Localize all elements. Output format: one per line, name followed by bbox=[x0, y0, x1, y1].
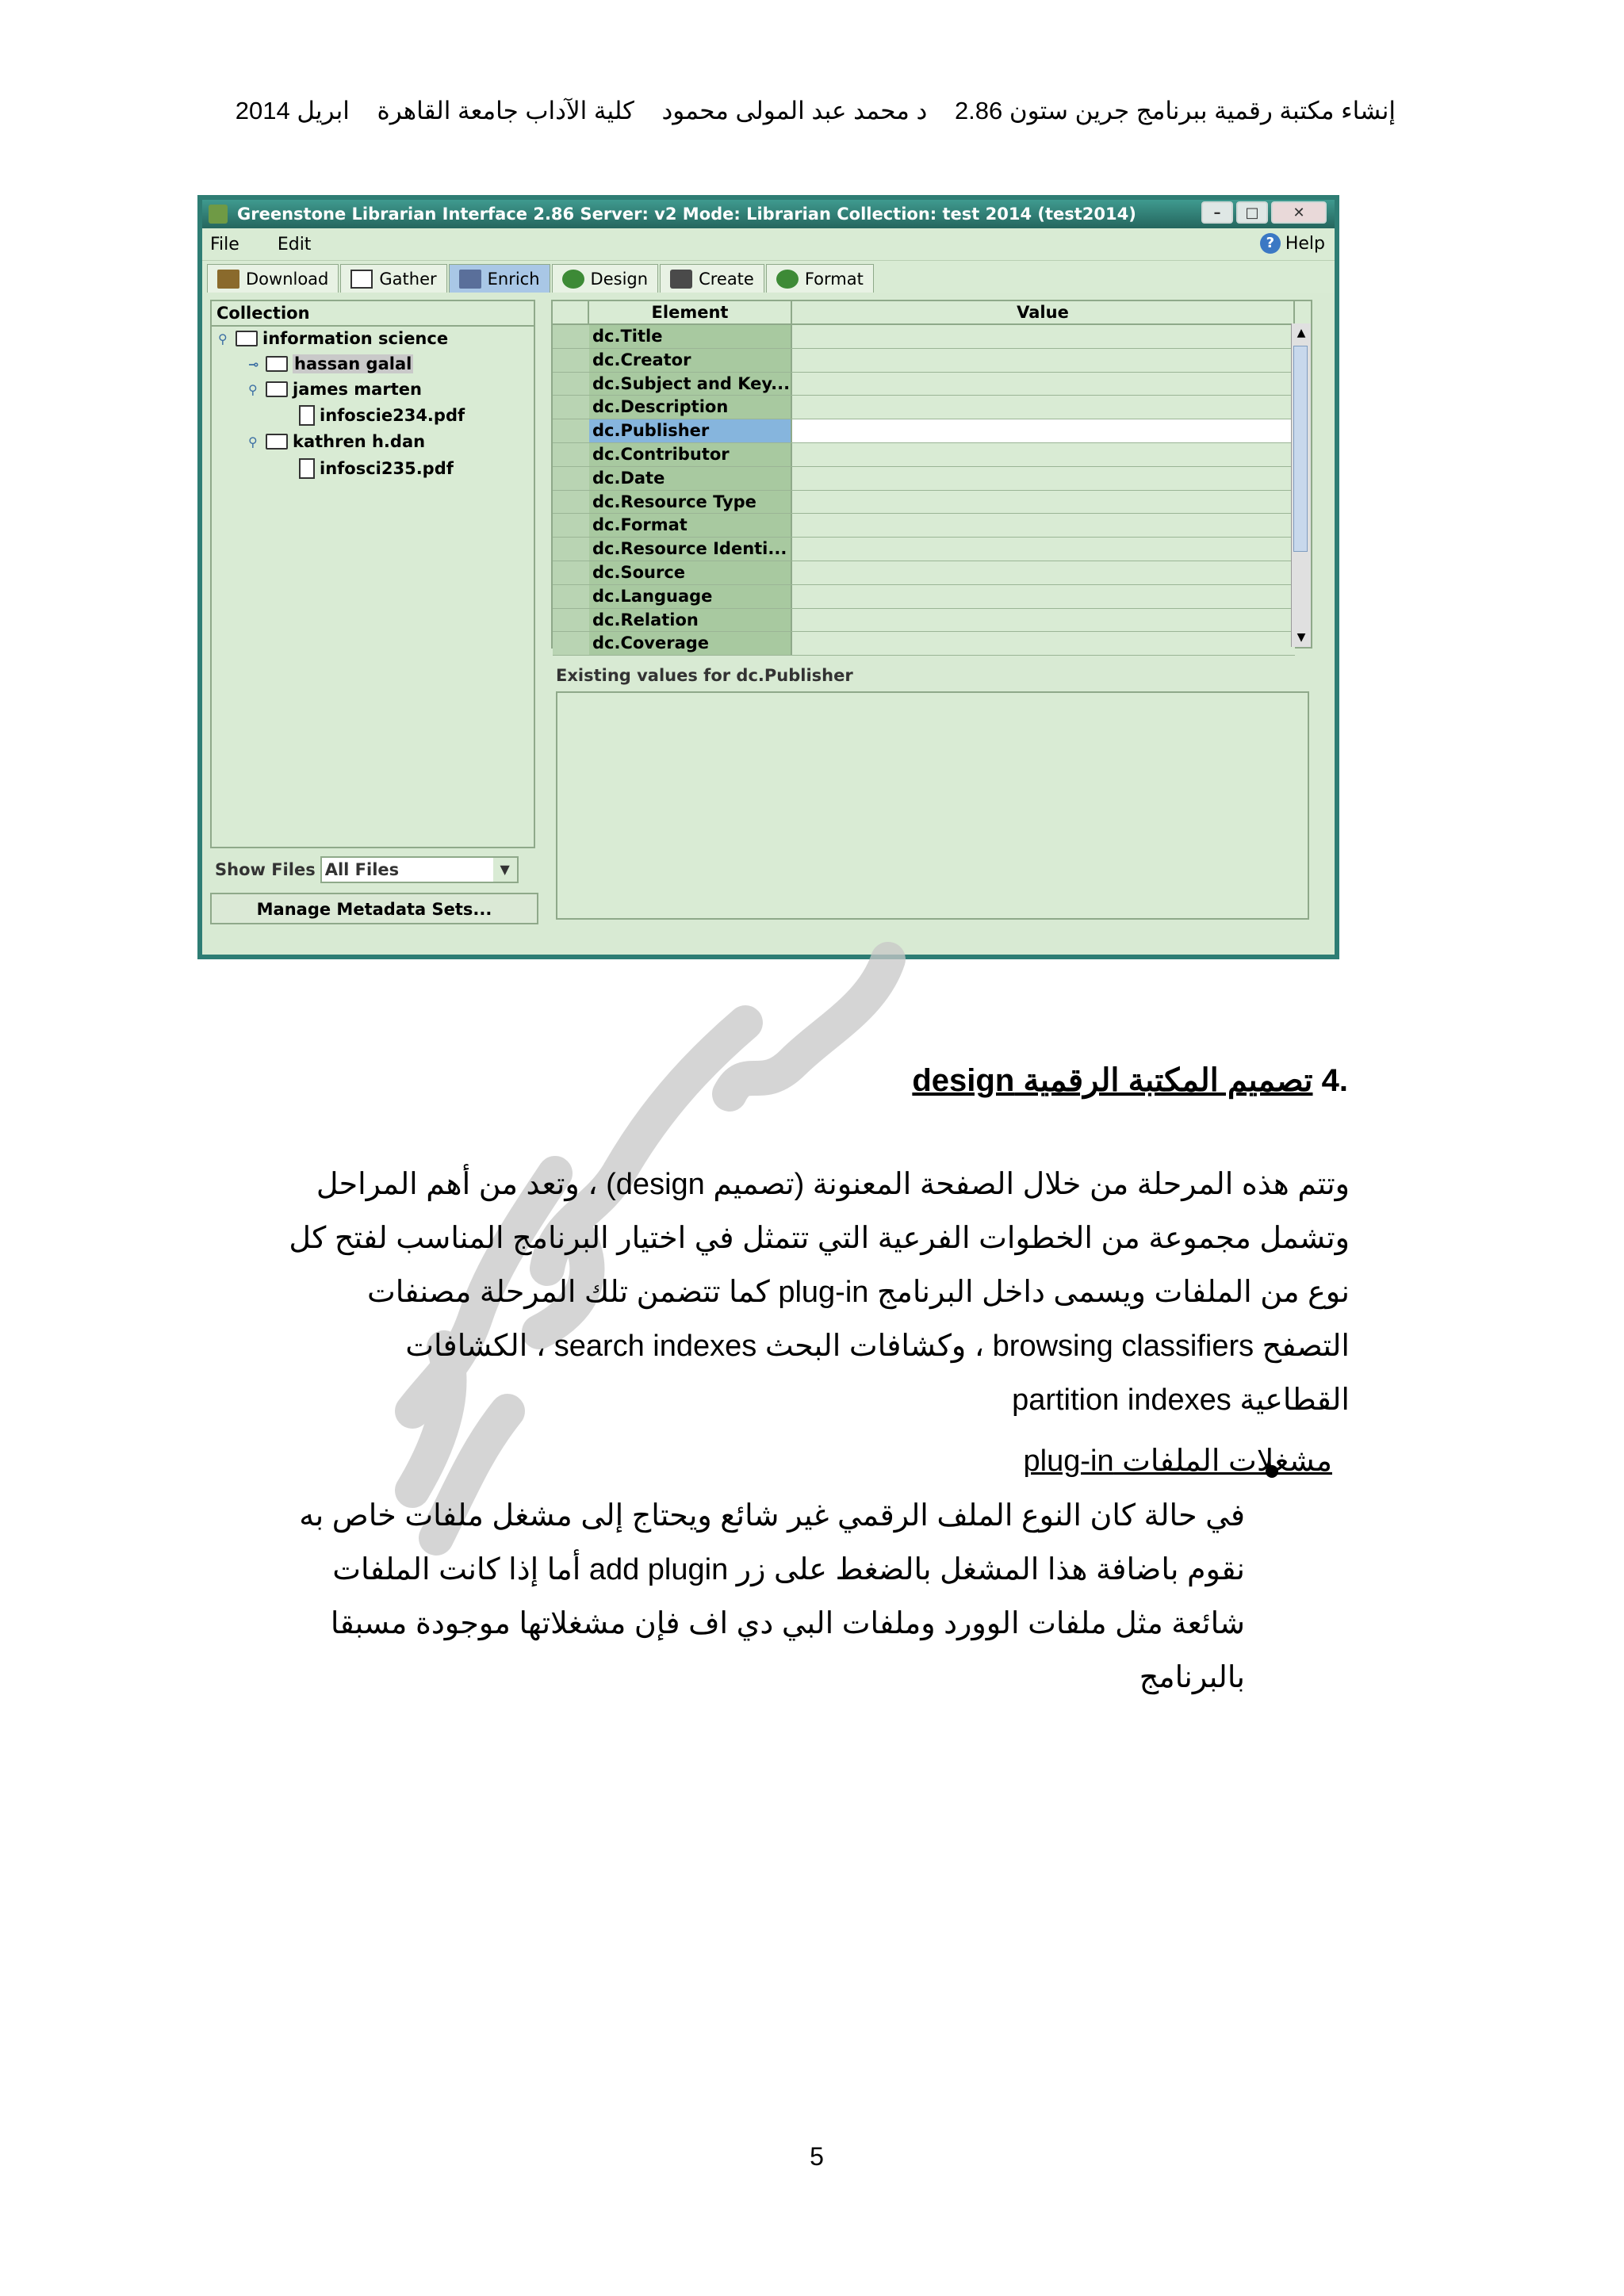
header-part: د محمد عبد المولى محمود bbox=[661, 97, 928, 124]
value-cell[interactable] bbox=[792, 373, 1295, 396]
window-title-bar bbox=[202, 200, 1335, 228]
row-gutter bbox=[553, 373, 589, 396]
element-cell[interactable]: dc.Resource Identi... bbox=[589, 538, 792, 561]
help-label: Help bbox=[1285, 233, 1325, 254]
value-cell[interactable] bbox=[792, 538, 1295, 561]
paragraph-line: شائعة مثل ملفات الوورد وملفات البي دي اف فإن مشغلاتها موجودة مسبقا bbox=[330, 1607, 1245, 1640]
tree-node-label: james marten bbox=[293, 380, 422, 399]
tab-label: Format bbox=[804, 269, 864, 289]
tree-node-label: infosci235.pdf bbox=[320, 459, 454, 478]
gear-icon bbox=[562, 270, 584, 289]
value-cell[interactable] bbox=[792, 419, 1295, 442]
table-row[interactable] bbox=[553, 443, 1295, 467]
tree-node-label: information science bbox=[262, 329, 449, 348]
value-cell[interactable] bbox=[792, 396, 1295, 419]
tree-node-label: hassan galal bbox=[294, 354, 412, 373]
bullet-heading bbox=[841, 1443, 1332, 1490]
folder-icon bbox=[266, 434, 288, 450]
tree-node-folder[interactable] bbox=[248, 430, 425, 453]
metadata-pane bbox=[551, 300, 1328, 934]
close-button[interactable]: ✕ bbox=[1271, 201, 1327, 224]
section-title: تصميم المكتبة الرقمية design bbox=[912, 1063, 1313, 1098]
paragraph-line: نوع من الملفات ويسمى داخل البرنامج plug-in كما تتضمن تلك المرحلة مصنفات bbox=[366, 1276, 1350, 1309]
expand-toggle-icon[interactable]: ⚲ bbox=[248, 434, 258, 450]
table-row[interactable] bbox=[553, 467, 1295, 491]
tab-label: Download bbox=[246, 269, 329, 289]
tab-enrich[interactable] bbox=[449, 264, 550, 293]
header-part: إنشاء مكتبة رقمية ببرنامج جرين ستون 2.86 bbox=[954, 97, 1396, 124]
element-cell[interactable]: dc.Date bbox=[589, 467, 792, 490]
window-title: Greenstone Librarian Interface 2.86 Server: v2 Mode: Librarian Collection: test 2014 (test2014) bbox=[237, 205, 1136, 224]
element-cell[interactable]: dc.Subject and Key... bbox=[589, 373, 792, 396]
tree-node-folder[interactable] bbox=[248, 352, 413, 376]
expand-toggle-icon[interactable]: ⚲ bbox=[248, 381, 258, 397]
librarian-interface-window bbox=[197, 195, 1339, 959]
paragraph-design bbox=[246, 1158, 1350, 1427]
tab-label: Create bbox=[699, 269, 754, 289]
element-cell[interactable]: dc.Source bbox=[589, 561, 792, 584]
window-body bbox=[202, 228, 1335, 955]
value-cell[interactable] bbox=[792, 467, 1295, 490]
scroll-down-icon[interactable]: ▼ bbox=[1297, 631, 1306, 644]
maximize-button[interactable]: □ bbox=[1236, 201, 1268, 224]
table-row[interactable] bbox=[553, 491, 1295, 515]
create-icon bbox=[670, 270, 692, 289]
metadata-table-header bbox=[553, 301, 1311, 325]
row-gutter bbox=[553, 467, 589, 490]
collapse-toggle-icon[interactable]: ⊸ bbox=[248, 356, 259, 372]
table-row[interactable] bbox=[553, 349, 1295, 373]
paragraph-line: نقوم باضافة هذا المشغل بالضغط على زر add plugin أما إذا كانت الملفات bbox=[332, 1553, 1245, 1586]
enrich-icon bbox=[459, 270, 481, 289]
collection-header: Collection bbox=[212, 301, 534, 327]
paragraph-line: في حالة كان النوع الملف الرقمي غير شائع ويحتاج إلى مشغل ملفات خاص به bbox=[299, 1499, 1245, 1533]
row-gutter bbox=[553, 632, 589, 655]
tab-download[interactable] bbox=[207, 264, 339, 293]
row-gutter bbox=[553, 514, 589, 537]
row-gutter bbox=[553, 443, 589, 466]
value-cell[interactable] bbox=[792, 609, 1295, 632]
menu-file[interactable]: File bbox=[210, 234, 239, 254]
paragraph-line: وتتم هذه المرحلة من خلال الصفحة المعنونة (تصميم design) ، وتعد من أهم المراحل bbox=[316, 1168, 1350, 1201]
tab-create[interactable] bbox=[660, 264, 764, 293]
section-heading bbox=[880, 1062, 1348, 1110]
table-row[interactable] bbox=[553, 373, 1295, 396]
table-row[interactable] bbox=[553, 419, 1295, 443]
show-files-label: Show Files bbox=[215, 860, 316, 879]
value-cell[interactable] bbox=[792, 585, 1295, 608]
paragraph-line: وتشمل مجموعة من الخطوات الفرعية التي تتمثل في اختيار البرنامج المناسب لفتح كل bbox=[289, 1222, 1350, 1255]
element-cell[interactable]: dc.Resource Type bbox=[589, 491, 792, 514]
show-files-row bbox=[215, 856, 519, 883]
metadata-rows bbox=[553, 325, 1295, 656]
tab-format[interactable] bbox=[766, 264, 874, 293]
element-cell[interactable]: dc.Title bbox=[589, 325, 792, 348]
tab-label: Gather bbox=[379, 269, 437, 289]
value-cell[interactable] bbox=[792, 514, 1295, 537]
row-gutter bbox=[553, 419, 589, 442]
row-gutter bbox=[553, 561, 589, 584]
tree-node-file[interactable] bbox=[299, 457, 454, 480]
gather-icon bbox=[350, 270, 373, 289]
value-cell[interactable] bbox=[792, 443, 1295, 466]
row-gutter bbox=[553, 325, 589, 348]
tree-node-folder[interactable] bbox=[248, 377, 422, 401]
metadata-table bbox=[551, 300, 1312, 653]
page-header bbox=[235, 97, 1396, 136]
existing-values-label: Existing values for dc.Publisher bbox=[556, 666, 853, 685]
paragraph-line: التصفح browsing classifiers ، وكشافات البحث search indexes ، الكشافات bbox=[405, 1330, 1350, 1363]
paragraph-plugins bbox=[246, 1489, 1245, 1705]
bullet-title: مشغلات الملفات plug-in bbox=[1023, 1445, 1332, 1478]
file-icon bbox=[299, 405, 315, 426]
download-icon bbox=[217, 270, 239, 289]
help-button[interactable] bbox=[1260, 233, 1325, 254]
tab-label: Enrich bbox=[487, 269, 540, 289]
tree-node-folder[interactable] bbox=[218, 327, 448, 350]
table-row[interactable] bbox=[553, 632, 1295, 656]
scrollbar-thumb[interactable] bbox=[1293, 346, 1308, 552]
tree-node-label: kathren h.dan bbox=[293, 432, 426, 451]
collection-pane bbox=[207, 300, 538, 919]
tab-gather[interactable] bbox=[340, 264, 446, 293]
minimize-button[interactable]: – bbox=[1201, 201, 1233, 224]
value-cell[interactable] bbox=[792, 632, 1295, 655]
menu-bar bbox=[202, 228, 1335, 261]
folder-icon bbox=[266, 381, 288, 397]
tab-bar bbox=[202, 261, 1335, 293]
value-cell[interactable] bbox=[792, 491, 1295, 514]
tree-node-file[interactable] bbox=[299, 404, 465, 427]
help-icon: ? bbox=[1260, 233, 1281, 254]
table-row[interactable] bbox=[553, 538, 1295, 561]
header-part: ابريل 2014 bbox=[235, 97, 350, 124]
element-cell[interactable]: dc.Contributor bbox=[589, 443, 792, 466]
element-cell[interactable]: dc.Creator bbox=[589, 349, 792, 372]
value-cell[interactable] bbox=[792, 349, 1295, 372]
window-controls bbox=[1201, 201, 1327, 224]
header-part: كلية الآداب جامعة القاهرة bbox=[377, 97, 634, 124]
chevron-down-icon[interactable]: ▼ bbox=[493, 858, 517, 882]
element-cell[interactable]: dc.Relation bbox=[589, 609, 792, 632]
row-gutter bbox=[553, 349, 589, 372]
folder-icon bbox=[266, 356, 288, 372]
column-header-value[interactable]: Value bbox=[792, 301, 1295, 323]
tree-node-label: infoscie234.pdf bbox=[320, 406, 465, 425]
row-gutter bbox=[553, 585, 589, 608]
table-row[interactable] bbox=[553, 609, 1295, 633]
file-icon bbox=[299, 458, 315, 479]
row-gutter bbox=[553, 491, 589, 514]
value-cell[interactable] bbox=[792, 325, 1295, 348]
tab-design[interactable] bbox=[552, 264, 659, 293]
show-files-value: All Files bbox=[324, 860, 400, 879]
menu-edit[interactable]: Edit bbox=[277, 234, 312, 254]
folder-icon bbox=[236, 331, 258, 346]
vertical-scrollbar[interactable] bbox=[1291, 323, 1311, 647]
scroll-up-icon[interactable]: ▲ bbox=[1297, 327, 1306, 339]
paragraph-line: القطاعية partition indexes bbox=[1012, 1383, 1350, 1417]
table-row[interactable] bbox=[553, 514, 1295, 538]
app-icon bbox=[209, 205, 228, 224]
manage-metadata-sets-button[interactable]: Manage Metadata Sets... bbox=[210, 893, 538, 924]
gutter-header bbox=[553, 301, 589, 323]
table-row[interactable] bbox=[553, 325, 1295, 349]
row-gutter bbox=[553, 609, 589, 632]
paragraph-line: بالبرنامج bbox=[1139, 1661, 1245, 1694]
expand-toggle-icon[interactable]: ⚲ bbox=[218, 331, 228, 346]
row-gutter bbox=[553, 396, 589, 419]
element-cell[interactable]: dc.Publisher bbox=[589, 419, 792, 442]
table-row[interactable] bbox=[553, 585, 1295, 609]
table-row[interactable] bbox=[553, 396, 1295, 419]
row-gutter bbox=[553, 538, 589, 561]
element-cell[interactable]: dc.Language bbox=[589, 585, 792, 608]
tab-label: Design bbox=[590, 269, 649, 289]
element-cell[interactable]: dc.Coverage bbox=[589, 632, 792, 655]
show-files-select[interactable] bbox=[320, 856, 519, 883]
page-number: 5 bbox=[810, 2142, 824, 2171]
value-cell[interactable] bbox=[792, 561, 1295, 584]
column-header-element[interactable]: Element bbox=[589, 301, 792, 323]
gear-icon bbox=[776, 270, 799, 289]
table-row[interactable] bbox=[553, 561, 1295, 585]
section-number: .4 bbox=[1321, 1063, 1348, 1098]
element-cell[interactable]: dc.Description bbox=[589, 396, 792, 419]
existing-values-list[interactable] bbox=[556, 691, 1309, 920]
collection-tree-box bbox=[210, 300, 535, 879]
element-cell[interactable]: dc.Format bbox=[589, 514, 792, 537]
